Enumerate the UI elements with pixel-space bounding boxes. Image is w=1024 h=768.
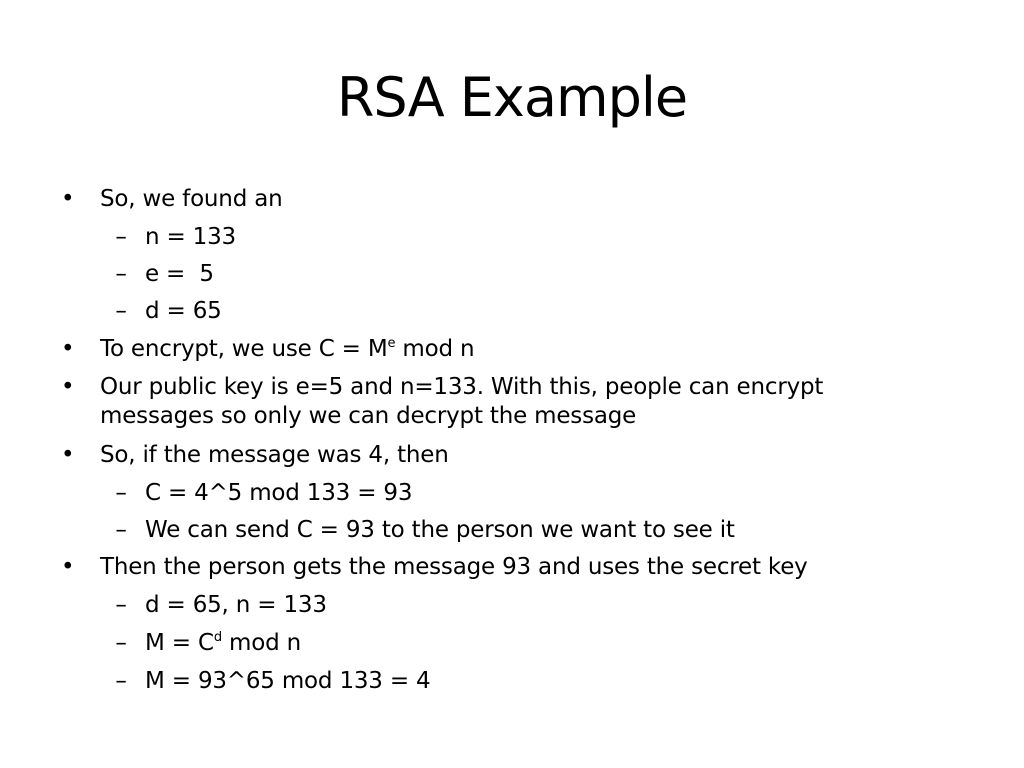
formula-text: mod n	[221, 630, 301, 656]
dash-icon: –	[115, 298, 127, 324]
formula-text: M = C	[145, 630, 214, 656]
bullet-text: So, we found an	[100, 186, 283, 212]
dash-icon: –	[115, 224, 127, 250]
bullet-text: Then the person gets the message 93 and uses the secret key	[100, 554, 808, 580]
dash-icon: –	[115, 592, 127, 618]
formula-text: mod n	[395, 336, 475, 362]
bullet-icon: •	[61, 336, 75, 362]
bullet-text	[100, 334, 474, 364]
superscript-exponent: e	[387, 336, 396, 351]
bullet-icon: •	[61, 186, 75, 212]
dash-icon: –	[115, 517, 127, 543]
bullet-text: messages so only we can decrypt the message	[100, 403, 637, 429]
formula-text: To encrypt, we use C = M	[100, 336, 388, 362]
sub-item-text: C = 4^5 mod 133 = 93	[145, 480, 413, 506]
sub-item-text	[145, 628, 301, 658]
sub-item-text: d = 65, n = 133	[145, 592, 327, 618]
sub-item-text: d = 65	[145, 298, 222, 324]
dash-icon: –	[115, 630, 127, 656]
bullet-icon: •	[61, 554, 75, 580]
slide-title: RSA Example	[336, 66, 688, 129]
bullet-text: So, if the message was 4, then	[100, 442, 449, 468]
sub-item-text: e = 5	[145, 261, 214, 287]
bullet-text: Our public key is e=5 and n=133. With this, people can encrypt	[100, 374, 824, 400]
dash-icon: –	[115, 480, 127, 506]
sub-item-text: M = 93^65 mod 133 = 4	[145, 668, 431, 694]
sub-item-text: We can send C = 93 to the person we want to see it	[145, 517, 735, 543]
dash-icon: –	[115, 668, 127, 694]
bullet-icon: •	[61, 442, 75, 468]
sub-item-text: n = 133	[145, 224, 236, 250]
superscript-exponent: d	[213, 630, 222, 645]
dash-icon: –	[115, 261, 127, 287]
bullet-icon: •	[61, 374, 75, 400]
